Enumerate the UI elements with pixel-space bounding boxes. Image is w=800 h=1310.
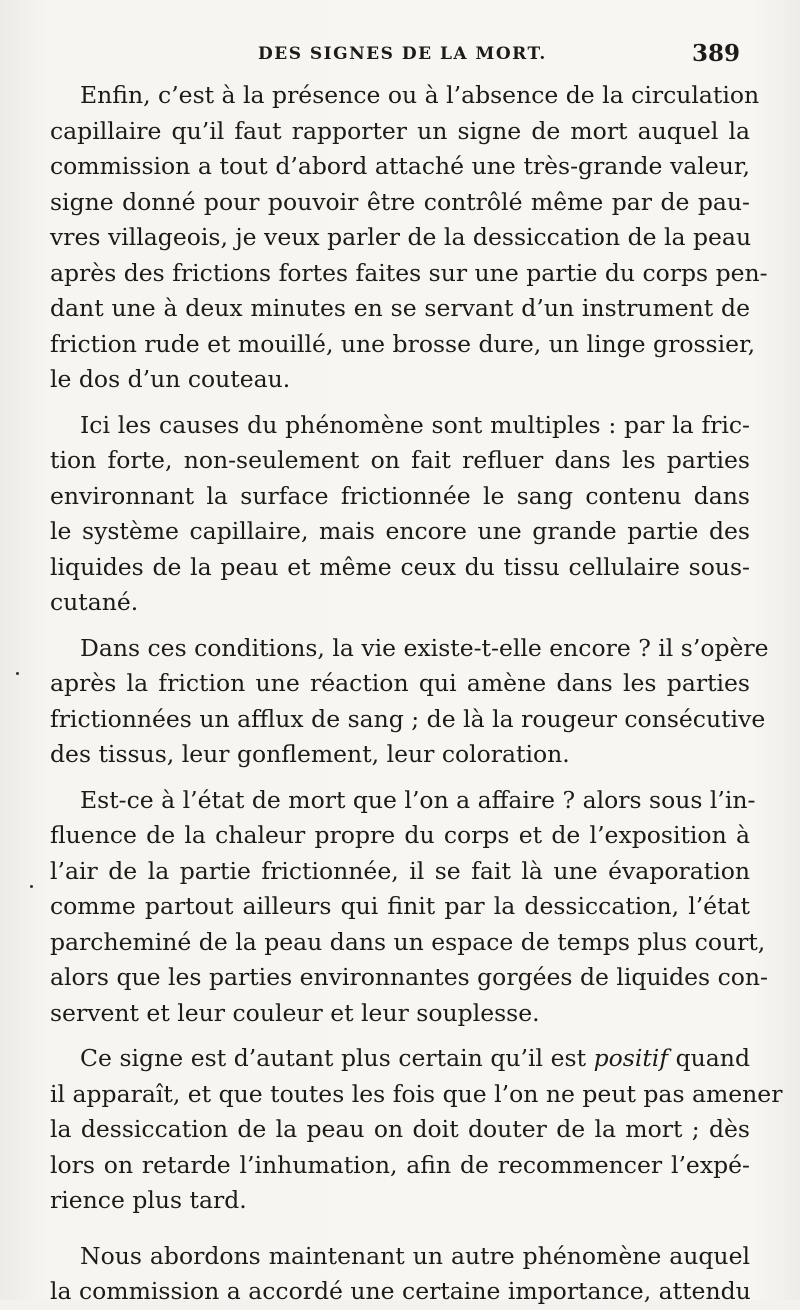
text-line: Est-ce à l’état de mort que l’on a affaire ? alors sous l’in- (80, 785, 756, 814)
text-line: après la friction une réaction qui amène dans les parties (50, 669, 750, 697)
text-line: signe donné pour pouvoir être contrôlé même par de pau- (50, 187, 750, 216)
text-line: comme partout ailleurs qui finit par la dessiccation, l’état (50, 892, 750, 920)
text-line: tion forte, non-seulement on fait refluer dans les parties (50, 446, 750, 474)
paragraph (50, 1041, 783, 1219)
text-line: Ce signe est d’autant plus certain qu’il est positif quand (80, 1044, 750, 1072)
text-line: cutané. (50, 588, 139, 616)
text-line: vres villageois, je veux parler de la dessiccation de la peau (50, 223, 752, 251)
text-line: Nous abordons maintenant un autre phénomène auquel (80, 1241, 750, 1270)
page-body (50, 78, 783, 1310)
text-line: la commission a accordé une certaine importance, attendu (50, 1277, 751, 1305)
text-line: environnant la surface frictionnée le sang contenu dans (50, 481, 750, 510)
paragraph (50, 1239, 750, 1310)
text-line: la dessiccation de la peau on doit douter de la mort ; dès (50, 1115, 750, 1143)
text-line: dant une à deux minutes en se servant d’un instrument de (50, 294, 750, 322)
text-line: capillaire qu’il faut rapporter un signe de mort auquel la (50, 116, 750, 145)
text-line: alors que les parties environnantes gorgées de liquides con- (50, 963, 768, 991)
text-line: fluence de la chaleur propre du corps et de l’exposition à (50, 821, 750, 849)
page-header (50, 40, 740, 74)
emphasized-word: positif (593, 1044, 669, 1072)
text-line: le dos d’un couteau. (50, 365, 291, 393)
margin-speck (30, 885, 33, 888)
text-line: l’air de la partie frictionnée, il se fait là une évaporation (50, 856, 750, 885)
text-line: commission a tout d’abord attaché une très-grande valeur, (50, 152, 750, 180)
text-line: il apparaît, et que toutes les fois que l’on ne peut pas amener (50, 1079, 783, 1108)
page-number: 389 (691, 40, 740, 67)
text-line: rience plus tard. (50, 1186, 247, 1214)
text-line: friction rude et mouillé, une brosse dure, un linge grossier, (50, 329, 756, 358)
text-line: frictionnées un afflux de sang ; de là la rougeur consécutive (50, 704, 766, 733)
paragraph (50, 78, 768, 398)
paragraph (50, 631, 769, 773)
text-line: des tissus, leur gonflement, leur coloration. (50, 740, 570, 768)
text-line: après des frictions fortes faites sur une partie du corps pen- (50, 258, 768, 287)
text-line: lors on retarde l’inhumation, afin de recommencer l’expé- (50, 1150, 750, 1179)
paragraph (50, 783, 768, 1032)
text-line: le système capillaire, mais encore une grande partie des (50, 517, 750, 545)
text-line: Enfin, c’est à la présence ou à l’absence de la circulation (80, 81, 760, 109)
text-line: servent et leur couleur et leur souplesse. (50, 998, 540, 1027)
running-title: DES SIGNES DE LA MORT. (258, 44, 547, 64)
paragraph (50, 408, 750, 621)
text-line: liquides de la peau et même ceux du tissu cellulaire sous- (50, 552, 750, 581)
text-line: Ici les causes du phénomène sont multiples : par la fric- (80, 410, 750, 439)
text-line: Dans ces conditions, la vie existe-t-elle encore ? il s’opère (80, 633, 769, 662)
margin-speck (16, 672, 19, 675)
text-line: parcheminé de la peau dans un espace de temps plus court, (50, 927, 766, 956)
